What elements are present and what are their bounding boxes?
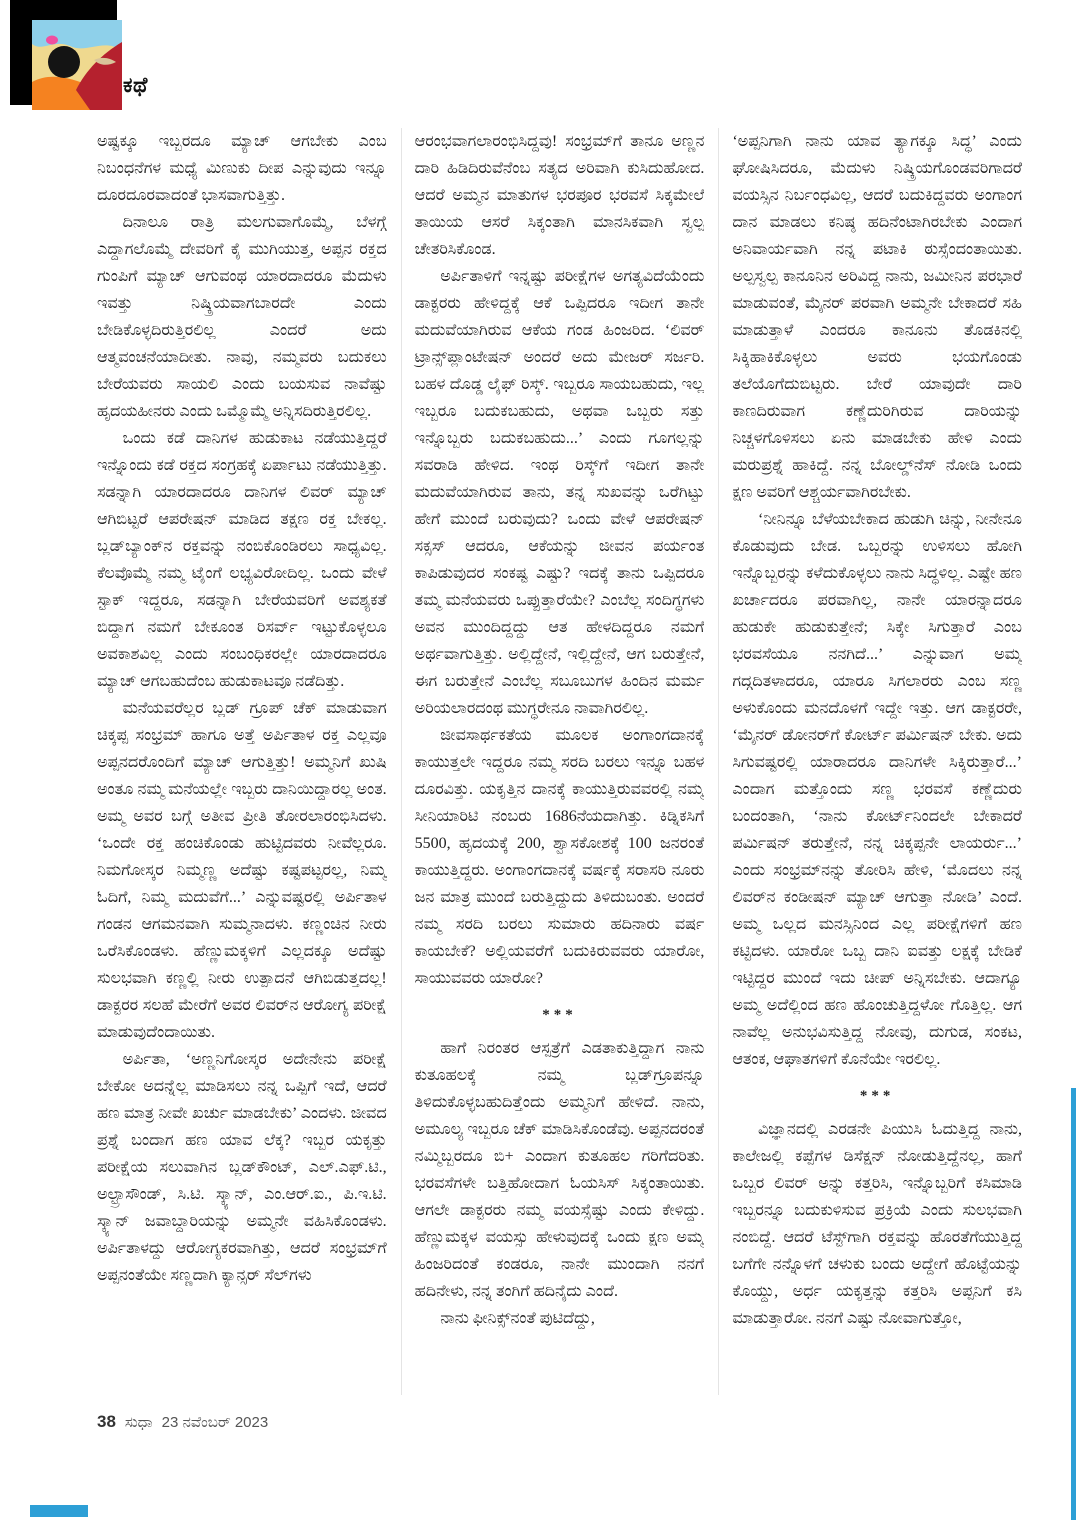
section-separator: *** [859, 1088, 895, 1104]
right-edge-print-mark [1071, 1088, 1076, 1520]
story-paragraph: ಅರ್ಪಿತಾ, ‘ಅಣ್ಣನಿಗೋಸ್ಕರ ಅದೇನೇನು ಪರೀಕ್ಷೆ ಬೇಕೋ ಅದನ್ನೆಲ್ಲ ಮಾಡಿಸಲು ನನ್ನ ಒಪ್ಪಿಗೆ ಇದೆ, ಆದರೆ ಹಣ ಮಾತ್ರ ನೀವೇ ಖರ್ಚು ಮಾಡಬೇಕು’ ಎಂದಳು. ಜೀವದ ಪ್ರಶ್ನೆ ಬಂದಾಗ ಹಣ ಯಾವ ಲೆಕ್ಕ? ಇಬ್ಬರ ಯಕೃತ್ತು ಪರೀಕ್ಷೆಯ ಸಲುವಾಗಿನ ಬ್ಲಡ್‌ಕೌಂಟ್, ಎಲ್.ಎಫ್.ಟಿ., ಅಲ್ಟ್ರಾಸೌಂಡ್, ಸಿ.ಟಿ. ಸ್ಕ್ಯಾನ್, ಎಂ.ಆರ್.ಐ., ಪಿ.ಇ.ಟಿ. ಸ್ಕ್ಯಾನ್ ಜವಾಬ್ದಾರಿಯನ್ನು ಅಮ್ಮನೇ ವಹಿಸಿಕೊಂಡಳು. ಅರ್ಪಿತಾಳದ್ದು ಆರೋಗ್ಯಕರವಾಗಿತ್ತು, ಆದರೆ ಸಂಭ್ರಮ್‌ಗೆ ಅಪ್ಪನಂತೆಯೇ ಸಣ್ಣದಾಗಿ ಕ್ಯಾನ್ಸರ್ ಸೆಲ್‌ಗಳು [97, 1051, 387, 1284]
story-paragraph: ‘ಅಪ್ಪನಿಗಾಗಿ ನಾನು ಯಾವ ತ್ಯಾಗಕ್ಕೂ ಸಿದ್ಧ’ ಎಂದು ಘೋಷಿಸಿದರೂ, ಮೆದುಳು ನಿಷ್ಕ್ರಿಯಗೊಂಡವರಿಗಾದರೆ ವಯಸ್ಸಿನ ನಿರ್ಬಂಧವಿಲ್ಲ, ಆದರೆ ಬದುಕಿದ್ದವರು ಅಂಗಾಂಗ ದಾನ ಮಾಡಲು ಕನಿಷ್ಠ ಹದಿನೆಂಟಾಗಿರಬೇಕು ಎಂದಾಗ ಅನಿವಾರ್ಯವಾಗಿ ನನ್ನ ಪಟಾಕಿ ಠುಸ್ಸೆಂದಂತಾಯಿತು. ಅಲ್ಪಸ್ವಲ್ಪ ಕಾನೂನಿನ ಅರಿವಿದ್ದ ನಾನು, ಜಮೀನಿನ ಪರಭಾರೆ ಮಾಡುವಂತೆ, ಮೈನರ್ ಪರವಾಗಿ ಅಮ್ಮನೇ ಬೇಕಾದರೆ ಸಹಿ ಮಾಡುತ್ತಾಳೆ ಎಂದರೂ ಕಾನೂನು ತೊಡಕಿನಲ್ಲಿ ಸಿಕ್ಕಿಹಾಕಿಕೊಳ್ಳಲು ಅವರು ಭಯಗೊಂಡು ತಲೆಯೊಗೆದುಬಿಟ್ಟರು. ಬೇರೆ ಯಾವುದೇ ದಾರಿ ಕಾಣದಿರುವಾಗ ಕಣ್ಣೆದುರಿಗಿರುವ ದಾರಿಯನ್ನು ನಿಚ್ಚಳಗೊಳಿಸಲು ಏನು ಮಾಡಬೇಕು ಹೇಳಿ ಎಂದು ಮರುಪ್ರಶ್ನೆ ಹಾಕಿದ್ದೆ. ನನ್ನ ಬೋಲ್ಡ್‌ನೆಸ್ ನೋಡಿ ಒಂದು ಕ್ಷಣ ಅವರಿಗೆ ಆಶ್ಚರ್ಯವಾಗಿರಬೇಕು. [732, 133, 1023, 501]
story-paragraph: ‘ನೀನಿನ್ನೂ ಬೆಳೆಯಬೇಕಾದ ಹುಡುಗಿ ಚಿನ್ನು, ನೀನೇನೂ ಕೊಡುವುದು ಬೇಡ. ಒಬ್ಬರನ್ನು ಉಳಿಸಲು ಹೋಗಿ ಇನ್ನೊಬ್ಬರನ್ನು ಕಳೆದುಕೊಳ್ಳಲು ನಾನು ಸಿದ್ಧಳಿಲ್ಲ. ಎಷ್ಟೇ ಹಣ ಖರ್ಚಾದರೂ ಪರವಾಗಿಲ್ಲ, ನಾನೇ ಯಾರನ್ನಾದರೂ ಹುಡುಕೇ ಹುಡುಕುತ್ತೇನೆ; ಸಿಕ್ಕೇ ಸಿಗುತ್ತಾರೆ ಎಂಬ ಭರವಸೆಯೂ ನನಗಿದೆ...’ ಎನ್ನುವಾಗ ಅಮ್ಮ ಗದ್ಗದಿತಳಾದರೂ, ಯಾರೂ ಸಿಗಲಾರರು ಎಂಬ ಸಣ್ಣ ಅಳುಕೊಂದು ಮನದೊಳಗೆ ಇದ್ದೇ ಇತ್ತು. ಆಗ ಡಾಕ್ಟರರೇ, ‘ಮೈನರ್ ಡೋನರ್‌ಗೆ ಕೋರ್ಟ್ ಪರ್ಮಿಷನ್ ಬೇಕು. ಅದು ಸಿಗುವಷ್ಟರಲ್ಲಿ ಯಾರಾದರೂ ದಾನಿಗಳೇ ಸಿಕ್ಕಿರುತ್ತಾರೆ...’ ಎಂದಾಗ ಮತ್ತೊಂದು ಸಣ್ಣ ಭರವಸೆ ಕಣ್ಣೆದುರು ಬಂದಂತಾಗಿ, ‘ನಾನು ಕೋರ್ಟ್‌ನಿಂದಲೇ ಬೇಕಾದರೆ ಪರ್ಮಿಷನ್ ತರುತ್ತೇನೆ, ನನ್ನ ಚಿಕ್ಕಪ್ಪನೇ ಲಾಯರ್ರು...’ ಎಂದು ಸಂಭ್ರಮ್‌ನನ್ನು ತೋರಿಸಿ ಹೇಳಿ, ‘ಮೊದಲು ನನ್ನ ಲಿವರ್‌ನ ಕಂಡೀಷನ್ ಮ್ಯಾಚ್ ಆಗುತ್ತಾ ನೋಡಿ’ ಎಂದೆ. ಅಮ್ಮ ಒಲ್ಲದ ಮನಸ್ಸಿನಿಂದ ಎಲ್ಲ ಪರೀಕ್ಷೆಗಳಿಗೆ ಹಣ ಕಟ್ಟಿದಳು. ಯಾರೋ ಒಬ್ಬ ದಾನಿ ಐವತ್ತು ಲಕ್ಷಕ್ಕೆ ಬೇಡಿಕೆ ಇಟ್ಟಿದ್ದರ ಮುಂದೆ ಇದು ಚೀಪ್ ಅನ್ನಿಸಬೇಕು. ಆದಾಗ್ಯೂ ಅಮ್ಮ ಅದೆಲ್ಲಿಂದ ಹಣ ಹೊಂಚುತ್ತಿದ್ದಳೋ ಗೊತ್ತಿಲ್ಲ. ಆಗ ನಾವೆಲ್ಲ ಅನುಭವಿಸುತ್ತಿದ್ದ ನೋವು, ದುಗುಡ, ಸಂಕಟ, ಆತಂಕ, ಆಘಾತಗಳಿಗೆ ಕೊನೆಯೇ ಇರಲಿಲ್ಲ. [732, 511, 1023, 1068]
issue-date: 23 ನವೆಂಬರ್ 2023 [161, 1414, 269, 1431]
story-column-1 [97, 128, 387, 1395]
story-paragraph: ಆರಂಭವಾಗಲಾರಂಭಿಸಿದ್ದವು! ಸಂಭ್ರಮ್‌ಗೆ ತಾನೂ ಅಣ್ಣನ ದಾರಿ ಹಿಡಿದಿರುವೆನೆಂಬ ಸತ್ಯದ ಅರಿವಾಗಿ ಕುಸಿದುಹೋದ. ಆದರೆ ಅಮ್ಮನ ಮಾತುಗಳ ಭರಪೂರ ಭರವಸೆ ಸಿಕ್ಕಮೇಲೆ ತಾಯಿಯ ಆಸರೆ ಸಿಕ್ಕಂತಾಗಿ ಮಾನಸಿಕವಾಗಿ ಸ್ವಲ್ಪ ಚೇತರಿಸಿಕೊಂಡ. [414, 133, 705, 258]
story-column-2 [401, 128, 705, 1395]
bottom-edge-print-mark [30, 1505, 88, 1517]
story-paragraph: ದಿನಾಲೂ ರಾತ್ರಿ ಮಲಗುವಾಗೊಮ್ಮೆ, ಬೆಳಗ್ಗೆ ಎದ್ದಾಗಲೊಮ್ಮೆ ದೇವರಿಗೆ ಕೈ ಮುಗಿಯುತ್ತ, ಅಪ್ಪನ ರಕ್ತದ ಗುಂಪಿಗೆ ಮ್ಯಾಚ್ ಆಗುವಂಥ ಯಾರದಾದರೂ ಮೆದುಳು ಇವತ್ತು ನಿಷ್ಕ್ರಿಯವಾಗಬಾರದೇ ಎಂದು ಬೇಡಿಕೊಳ್ಳದಿರುತ್ತಿರಲಿಲ್ಲ ಎಂದರೆ ಅದು ಆತ್ಮವಂಚನೆಯಾದೀತು. ನಾವು, ನಮ್ಮವರು ಬದುಕಲು ಬೇರೆಯವರು ಸಾಯಲಿ ಎಂದು ಬಯಸುವ ನಾವೆಷ್ಟು ಹೃದಯಹೀನರು ಎಂದು ಒಮ್ಮೊಮ್ಮೆ ಅನ್ನಿಸದಿರುತ್ತಿರಲಿಲ್ಲ. [97, 214, 387, 420]
section-label: ಕಥೆ [123, 74, 148, 97]
story-paragraph: ನಾನು ಫೀನಿಕ್ಸ್‌ನಂತೆ ಪುಟಿದೆದ್ದು, [440, 1310, 595, 1327]
section-separator: *** [542, 1007, 577, 1023]
story-paragraph: ಹಾಗೆ ನಿರಂತರ ಆಸ್ಪತ್ರೆಗೆ ಎಡತಾಕುತ್ತಿದ್ದಾಗ ನಾನು ಕುತೂಹಲಕ್ಕೆ ನಮ್ಮ ಬ್ಲಡ್‌ಗ್ರೂಪನ್ನೂ ತಿಳಿದುಕೊಳ್ಳಬಹುದಿತ್ತೆಂದು ಅಮ್ಮನಿಗೆ ಹೇಳಿದೆ. ನಾನು, ಅಮೂಲ್ಯ ಇಬ್ಬರೂ ಚೆಕ್ ಮಾಡಿಸಿಕೊಂಡೆವು. ಅಪ್ಪನದರಂತೆ ನಮ್ಮಿಬ್ಬರದೂ ಬಿ+ ಎಂದಾಗ ಕುತೂಹಲ ಗರಿಗೆದರಿತು. ಭರವಸೆಗಳೇ ಬತ್ತಿಹೋದಾಗ ಓಯಸಿಸ್ ಸಿಕ್ಕಂತಾಯಿತು. ಆಗಲೇ ಡಾಕ್ಟರರು ನಮ್ಮ ವಯಸ್ಸೆಷ್ಟು ಎಂದು ಕೇಳಿದ್ದು. ಹೆಣ್ಣುಮಕ್ಕಳ ವಯಸ್ಸು ಹೇಳುವುದಕ್ಕೆ ಒಂದು ಕ್ಷಣ ಅಮ್ಮ ಹಿಂಜರಿದಂತೆ ಕಂಡರೂ, ನಾನೇ ಮುಂದಾಗಿ ನನಗೆ ಹದಿನೇಳು, ನನ್ನ ತಂಗಿಗೆ ಹದಿನೈದು ಎಂದೆ. [414, 1040, 705, 1300]
page-footer [97, 1412, 268, 1432]
story-paragraph: ಜೀವಸಾರ್ಥಕತೆಯ ಮೂಲಕ ಅಂಗಾಂಗದಾನಕ್ಕೆ ಕಾಯುತ್ತಲೇ ಇದ್ದರೂ ನಮ್ಮ ಸರದಿ ಬರಲು ಇನ್ನೂ ಬಹಳ ದೂರವಿತ್ತು. ಯಕೃತ್ತಿನ ದಾನಕ್ಕೆ ಕಾಯುತ್ತಿರುವವರಲ್ಲಿ ನಮ್ಮ ಸೀನಿಯಾರಿಟಿ ನಂಬರು 1686ನೆಯದಾಗಿತ್ತು. ಕಿಡ್ನಿಕಸಿಗೆ 5500, ಹೃದಯಕ್ಕೆ 200, ಶ್ವಾಸಕೋಶಕ್ಕೆ 100 ಜನರಂತೆ ಕಾಯುತ್ತಿದ್ದರು. ಅಂಗಾಂಗದಾನಕ್ಕೆ ವರ್ಷಕ್ಕೆ ಸರಾಸರಿ ನೂರು ಜನ ಮಾತ್ರ ಮುಂದೆ ಬರುತ್ತಿದ್ದುದು ತಿಳಿದುಬಂತು. ಅಂದರೆ ನಮ್ಮ ಸರದಿ ಬರಲು ಸುಮಾರು ಹದಿನಾರು ವರ್ಷ ಕಾಯಬೇಕೆ? ಅಲ್ಲಿಯವರೆಗೆ ಬದುಕಿರುವವರು ಯಾರೋ, ಸಾಯುವವರು ಯಾರೋ? [414, 727, 705, 987]
story-paragraph: ಅರ್ಪಿತಾಳಿಗೆ ಇನ್ನಷ್ಟು ಪರೀಕ್ಷೆಗಳ ಅಗತ್ಯವಿದೆಯೆಂದು ಡಾಕ್ಟರರು ಹೇಳಿದ್ದಕ್ಕೆ ಆಕೆ ಒಪ್ಪಿದರೂ ಇದೀಗ ತಾನೇ ಮದುವೆಯಾಗಿರುವ ಆಕೆಯ ಗಂಡ ಹಿಂಜರಿದ. ‘ಲಿವರ್ ಟ್ರಾನ್ಸ್‌ಪ್ಲಾಂಟೇಷನ್ ಅಂದರೆ ಅದು ಮೇಜರ್ ಸರ್ಜರಿ. ಬಹಳ ದೊಡ್ಡ ಲೈಫ್ ರಿಸ್ಕ್. ಇಬ್ಬರೂ ಸಾಯಬಹುದು, ಇಲ್ಲ ಇಬ್ಬರೂ ಬದುಕಬಹುದು, ಅಥವಾ ಒಬ್ಬರು ಸತ್ತು ಇನ್ನೊಬ್ಬರು ಬದುಕಬಹುದು...’ ಎಂದು ಗೂಗಲ್ಲನ್ನು ಸವರಾಡಿ ಹೇಳಿದ. ಇಂಥ ರಿಸ್ಕ್‌ಗೆ ಇದೀಗ ತಾನೇ ಮದುವೆಯಾಗಿರುವ ತಾನು, ತನ್ನ ಸುಖವನ್ನು ಒರೆಗಿಟ್ಟು ಹೇಗೆ ಮುಂದೆ ಬರುವುದು? ಒಂದು ವೇಳೆ ಆಪರೇಷನ್ ಸಕ್ಸಸ್ ಆದರೂ, ಆಕೆಯನ್ನು ಜೀವನ ಪರ್ಯಂತ ಕಾಪಿಡುವುದರ ಸಂಕಷ್ಟ ಎಷ್ಟು? ಇದಕ್ಕೆ ತಾನು ಒಪ್ಪಿದರೂ ತಮ್ಮ ಮನೆಯವರು ಒಪ್ಪುತ್ತಾರೆಯೇ? ಎಂಬೆಲ್ಲ ಸಂದಿಗ್ಧಗಳು ಅವನ ಮುಂದಿದ್ದದ್ದು ಆತ ಹೇಳದಿದ್ದರೂ ನಮಗೆ ಅರ್ಥವಾಗುತ್ತಿತ್ತು. ಅಲ್ಲಿದ್ದೇನೆ, ಇಲ್ಲಿದ್ದೇನೆ, ಆಗ ಬರುತ್ತೇನೆ, ಈಗ ಬರುತ್ತೇನೆ ಎಂಬೆಲ್ಲ ಸಬೂಬುಗಳ ಹಿಂದಿನ ಮರ್ಮ ಅರಿಯಲಾರದಂಥ ಮುಗ್ಧರೇನೂ ನಾವಾಗಿರಲಿಲ್ಲ. [414, 268, 705, 717]
story-paragraph: ಅಷ್ಟಕ್ಕೂ ಇಬ್ಬರದೂ ಮ್ಯಾಚ್ ಆಗಬೇಕು ಎಂಬ ನಿಬಂಧನೆಗಳ ಮಧ್ಯೆ ಮಿಣುಕು ದೀಪ ಎನ್ನುವುದು ಇನ್ನೂ ದೂರದೂರವಾದಂತೆ ಭಾಸವಾಗುತ್ತಿತ್ತು. [97, 133, 387, 204]
masthead [10, 0, 370, 120]
story-paragraph: ಒಂದು ಕಡೆ ದಾನಿಗಳ ಹುಡುಕಾಟ ನಡೆಯುತ್ತಿದ್ದರೆ ಇನ್ನೊಂದು ಕಡೆ ರಕ್ತದ ಸಂಗ್ರಹಕ್ಕೆ ಏರ್ಪಾಟು ನಡೆಯುತ್ತಿತ್ತು. ಸಡನ್ನಾಗಿ ಯಾರದಾದರೂ ದಾನಿಗಳ ಲಿವರ್ ಮ್ಯಾಚ್ ಆಗಿಬಿಟ್ಟರೆ ಆಪರೇಷನ್ ಮಾಡಿದ ತಕ್ಷಣ ರಕ್ತ ಬೇಕಲ್ಲ. ಬ್ಲಡ್‌ಬ್ಯಾಂಕ್‌ನ ರಕ್ತವನ್ನು ನಂಬಿಕೊಂಡಿರಲು ಸಾಧ್ಯವಿಲ್ಲ. ಕೆಲವೊಮ್ಮೆ ನಮ್ಮ ಟೈಂಗೆ ಲಭ್ಯವಿರೋದಿಲ್ಲ. ಒಂದು ವೇಳೆ ಸ್ಟಾಕ್ ಇದ್ದರೂ, ಸಡನ್ನಾಗಿ ಬೇರೆಯವರಿಗೆ ಅವಶ್ಯಕತೆ ಬಿದ್ದಾಗ ನಮಗೆ ಬೇಕೂಂತ ರಿಸರ್ವ್ ಇಟ್ಟುಕೊಳ್ಳಲೂ ಅವಕಾಶವಿಲ್ಲ ಎಂದು ಸಂಬಂಧಿಕರಲ್ಲೇ ಯಾರದಾದರೂ ಮ್ಯಾಚ್ ಆಗಬಹುದೆಂಬ ಹುಡುಕಾಟವೂ ನಡೆದಿತ್ತು. [97, 430, 387, 690]
story-paragraph: ಮನೆಯವರೆಲ್ಲರ ಬ್ಲಡ್ ಗ್ರೂಪ್ ಚೆಕ್ ಮಾಡುವಾಗ ಚಿಕ್ಕಪ್ಪ ಸಂಭ್ರಮ್ ಹಾಗೂ ಅತ್ತೆ ಅರ್ಪಿತಾಳ ರಕ್ತ ಎಲ್ಲವೂ ಅಪ್ಪನದರೊಂದಿಗೆ ಮ್ಯಾಚ್ ಆಗುತ್ತಿತ್ತು! ಅಮ್ಮನಿಗೆ ಖುಷಿ ಅಂತೂ ನಮ್ಮ ಮನೆಯಲ್ಲೇ ಇಬ್ಬರು ದಾನಿಯಿದ್ದಾರಲ್ಲ ಅಂತ. ಅಮ್ಮ ಅವರ ಬಗ್ಗೆ ಅತೀವ ಪ್ರೀತಿ ತೋರಲಾರಂಭಿಸಿದಳು. ‘ಒಂದೇ ರಕ್ತ ಹಂಚಿಕೊಂಡು ಹುಟ್ಟಿದವರು ನೀವೆಲ್ಲರೂ. ನಿಮಗೋಸ್ಕರ ನಿಮ್ಮಣ್ಣ ಅದೆಷ್ಟು ಕಷ್ಟಪಟ್ಟರಲ್ಲ, ನಿಮ್ಮ ಓದಿಗೆ, ನಿಮ್ಮ ಮದುವೆಗೆ...’ ಎನ್ನುವಷ್ಟರಲ್ಲಿ ಅರ್ಪಿತಾಳ ಗಂಡನ ಆಗಮನವಾಗಿ ಸುಮ್ಮನಾದಳು. ಕಣ್ಣಂಚಿನ ನೀರು ಒರೆಸಿಕೊಂಡಳು. ಹೆಣ್ಣುಮಕ್ಕಳಿಗೆ ಎಲ್ಲದಕ್ಕೂ ಅದೆಷ್ಟು ಸುಲಭವಾಗಿ ಕಣ್ಣಲ್ಲಿ ನೀರು ಉತ್ಪಾದನೆ ಆಗಿಬಿಡುತ್ತದಲ್ಲ! ಡಾಕ್ಟರರ ಸಲಹೆ ಮೇರೆಗೆ ಅವರ ಲಿವರ್‌ನ ಆರೋಗ್ಯ ಪರೀಕ್ಷೆ ಮಾಡುವುದೆಂದಾಯಿತು. [97, 700, 387, 1041]
story-body [97, 128, 1022, 1395]
page-number: 38 [97, 1412, 116, 1431]
magazine-name: ಸುಧಾ [124, 1414, 153, 1431]
story-section-art-icon [32, 20, 122, 110]
story-column-3 [718, 128, 1022, 1395]
story-paragraph: ವಿಜ್ಞಾನದಲ್ಲಿ ಎರಡನೇ ಪಿಯುಸಿ ಓದುತ್ತಿದ್ದ ನಾನು, ಕಾಲೇಜಲ್ಲಿ ಕಪ್ಪೆಗಳ ಡಿಸೆಕ್ಷನ್ ನೋಡುತ್ತಿದ್ದೆನಲ್ಲ, ಹಾಗೆ ಒಬ್ಬರ ಲಿವರ್ ಅನ್ನು ಕತ್ತರಿಸಿ, ಇನ್ನೊಬ್ಬರಿಗೆ ಕಸಿಮಾಡಿ ಇಬ್ಬರನ್ನೂ ಬದುಕುಳಿಸುವ ಪ್ರಕ್ರಿಯೆ ಎಂದು ಸುಲಭವಾಗಿ ನಂಬಿದ್ದೆ. ಆದರೆ ಟೆಸ್ಟ್‌ಗಾಗಿ ರಕ್ತವನ್ನು ಹೊರತೆಗೆಯುತ್ತಿದ್ದ ಬಗೆಗೇ ನನ್ನೊಳಗೆ ಚಳುಕು ಬಂದು ಅದ್ದೇಗೆ ಹೊಟ್ಟೆಯನ್ನು ಕೊಯ್ದು, ಅರ್ಧ ಯಕೃತ್ತನ್ನು ಕತ್ತರಿಸಿ ಅಪ್ಪನಿಗೆ ಕಸಿ ಮಾಡುತ್ತಾರೋ. ನನಗೆ ಎಷ್ಟು ನೋವಾಗುತ್ತೋ, [732, 1121, 1023, 1327]
